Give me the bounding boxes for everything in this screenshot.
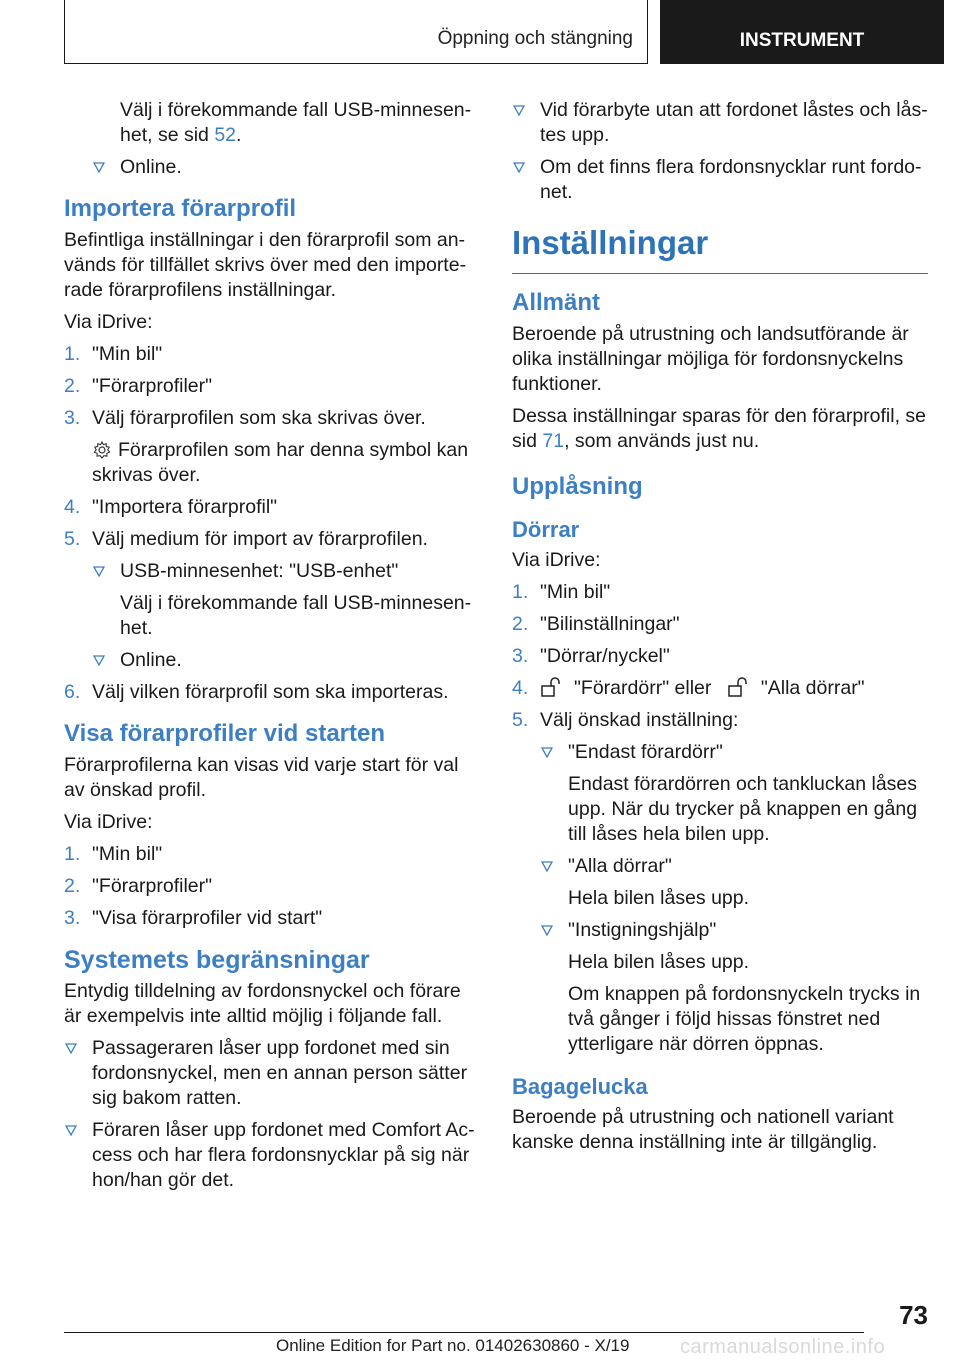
chapter-heading-settings: Inställningar <box>512 223 928 274</box>
unlocked-padlock-icon <box>727 676 751 698</box>
section-title: Öppning och stängning <box>437 28 633 49</box>
step3-note: Förarprofilen som har denna symbol kan skrivas över. <box>92 439 469 486</box>
via-idrive-label: Via iDrive: <box>64 811 153 833</box>
paragraph: Beroende på utrustning och nationell variant kanske denna inställning inte är tillgänglig. <box>512 1106 894 1153</box>
list-item: 1. "Min bil" <box>64 843 163 865</box>
subsection-heading-doors: Dörrar <box>512 517 580 542</box>
triangle-bullet-icon <box>93 655 105 666</box>
triangle-bullet-icon <box>513 105 525 116</box>
gear-icon <box>92 440 112 460</box>
paragraph: Hela bilen låses upp. <box>568 951 750 973</box>
section-heading-startup: Visa förarprofiler vid starten <box>64 720 385 747</box>
paragraph: Förarprofilerna kan visas vid varje start för val av önskad profil. <box>64 754 459 801</box>
list-item: Föraren låser upp fordonet med Comfort Access och har flera fordonsnycklar på sig när hon/han gör det. <box>64 1118 476 1193</box>
section-heading-import: Importera förarprofil <box>64 195 297 222</box>
continued-text: Välj i förekommande fall USB-minnesenhet, se sid 52. <box>120 99 472 146</box>
list-item: Om det finns flera fordonsnycklar runt fordonet. <box>512 155 928 205</box>
subsection-heading-trunk: Bagagelucka <box>512 1074 648 1099</box>
list-item: 5. Välj medium för import av förarprofilen. <box>64 528 428 550</box>
page-link-71[interactable]: 71 <box>542 430 565 452</box>
page-number: 73 <box>899 1300 928 1330</box>
option-item: "Instigningshjälp" <box>540 918 928 943</box>
section-header-box <box>64 0 648 64</box>
option-item: "Endast förardörr" <box>540 740 928 765</box>
unlocked-padlock-icon <box>540 676 564 698</box>
section-heading-general: Allmänt <box>512 289 601 316</box>
list-item: Online. <box>92 155 476 180</box>
list-item: 1. "Min bil" <box>512 581 611 603</box>
watermark: carmanualsonline.info <box>680 1336 886 1358</box>
paragraph: Dessa inställningar sparas för den förarprofil, se sid 71, som används just nu. <box>512 405 927 452</box>
triangle-bullet-icon <box>541 747 553 758</box>
paragraph: Befintliga inställningar i den förarprofil som används för tillfället skrivs över med den importerade förarprofilens inställningar. <box>64 229 467 301</box>
edition-label: Online Edition for Part no. 01402630860 - X/19 <box>276 1336 630 1355</box>
page-link-52[interactable]: 52 <box>214 124 237 146</box>
list-item: Vid förarbyte utan att fordonet låstes och låstes upp. <box>512 98 928 148</box>
option-item: "Alla dörrar" <box>540 854 928 879</box>
via-idrive-label: Via iDrive: <box>512 549 601 571</box>
left-column <box>64 98 476 1200</box>
list-item: USB-minnesenhet: "USB-enhet" <box>92 559 476 584</box>
paragraph: Beroende på utrustning och landsutförande är olika inställningar möjliga för fordonsnyckelns funktioner. <box>512 323 909 395</box>
list-item: 2. "Förarprofiler" <box>64 375 213 397</box>
triangle-bullet-icon <box>65 1043 77 1054</box>
list-item: 3. "Visa förarprofiler vid start" <box>64 907 323 929</box>
list-item: 5. Välj önskad inställning: <box>512 709 739 731</box>
list-item: Passageraren låser upp fordonet med sin fordonsnyckel, men en annan person sätter sig bakom ratten. <box>64 1036 476 1111</box>
chapter-tab: INSTRUMENT <box>660 0 944 64</box>
triangle-bullet-icon <box>93 162 105 173</box>
paragraph: Entydig tilldelning av fordonsnyckel och förare är exempelvis inte alltid möjlig i följande fall. <box>64 980 461 1027</box>
triangle-bullet-icon <box>513 162 525 173</box>
list-item: Online. <box>92 648 476 673</box>
paragraph: Om knappen på fordonsnyckeln trycks in två gånger i följd hissas fönstret ned ytterligare när dörren öppnas. <box>568 983 921 1055</box>
triangle-bullet-icon <box>541 925 553 936</box>
triangle-bullet-icon <box>93 566 105 577</box>
list-item: 2. "Förarprofiler" <box>64 875 213 897</box>
list-item: 4. "Förardörr" eller "Alla dörrar" <box>512 677 865 699</box>
page-header <box>64 0 944 64</box>
triangle-bullet-icon <box>65 1125 77 1136</box>
section-heading-unlock: Upplåsning <box>512 473 643 500</box>
right-column <box>512 98 928 1162</box>
footer-divider <box>64 1332 864 1333</box>
list-item: 1. "Min bil" <box>64 343 163 365</box>
section-heading-limits: Systemets begränsningar <box>64 946 370 974</box>
list-item: 4. "Importera förarprofil" <box>64 496 278 518</box>
list-item: 6. Välj vilken förarprofil som ska importeras. <box>64 681 449 703</box>
list-item: 2. "Bilinställningar" <box>512 613 680 635</box>
via-idrive-label: Via iDrive: <box>64 311 153 333</box>
list-item: 3. "Dörrar/nyckel" <box>512 645 670 667</box>
triangle-bullet-icon <box>541 861 553 872</box>
paragraph: Välj i förekommande fall USB-minnesenhet. <box>120 592 472 639</box>
paragraph: Endast förardörren och tankluckan låses upp. När du trycker på knappen en gång till låses hela bilen upp. <box>568 773 918 845</box>
paragraph: Hela bilen låses upp. <box>568 887 750 909</box>
list-item: 3. Välj förarprofilen som ska skrivas över. <box>64 407 426 429</box>
